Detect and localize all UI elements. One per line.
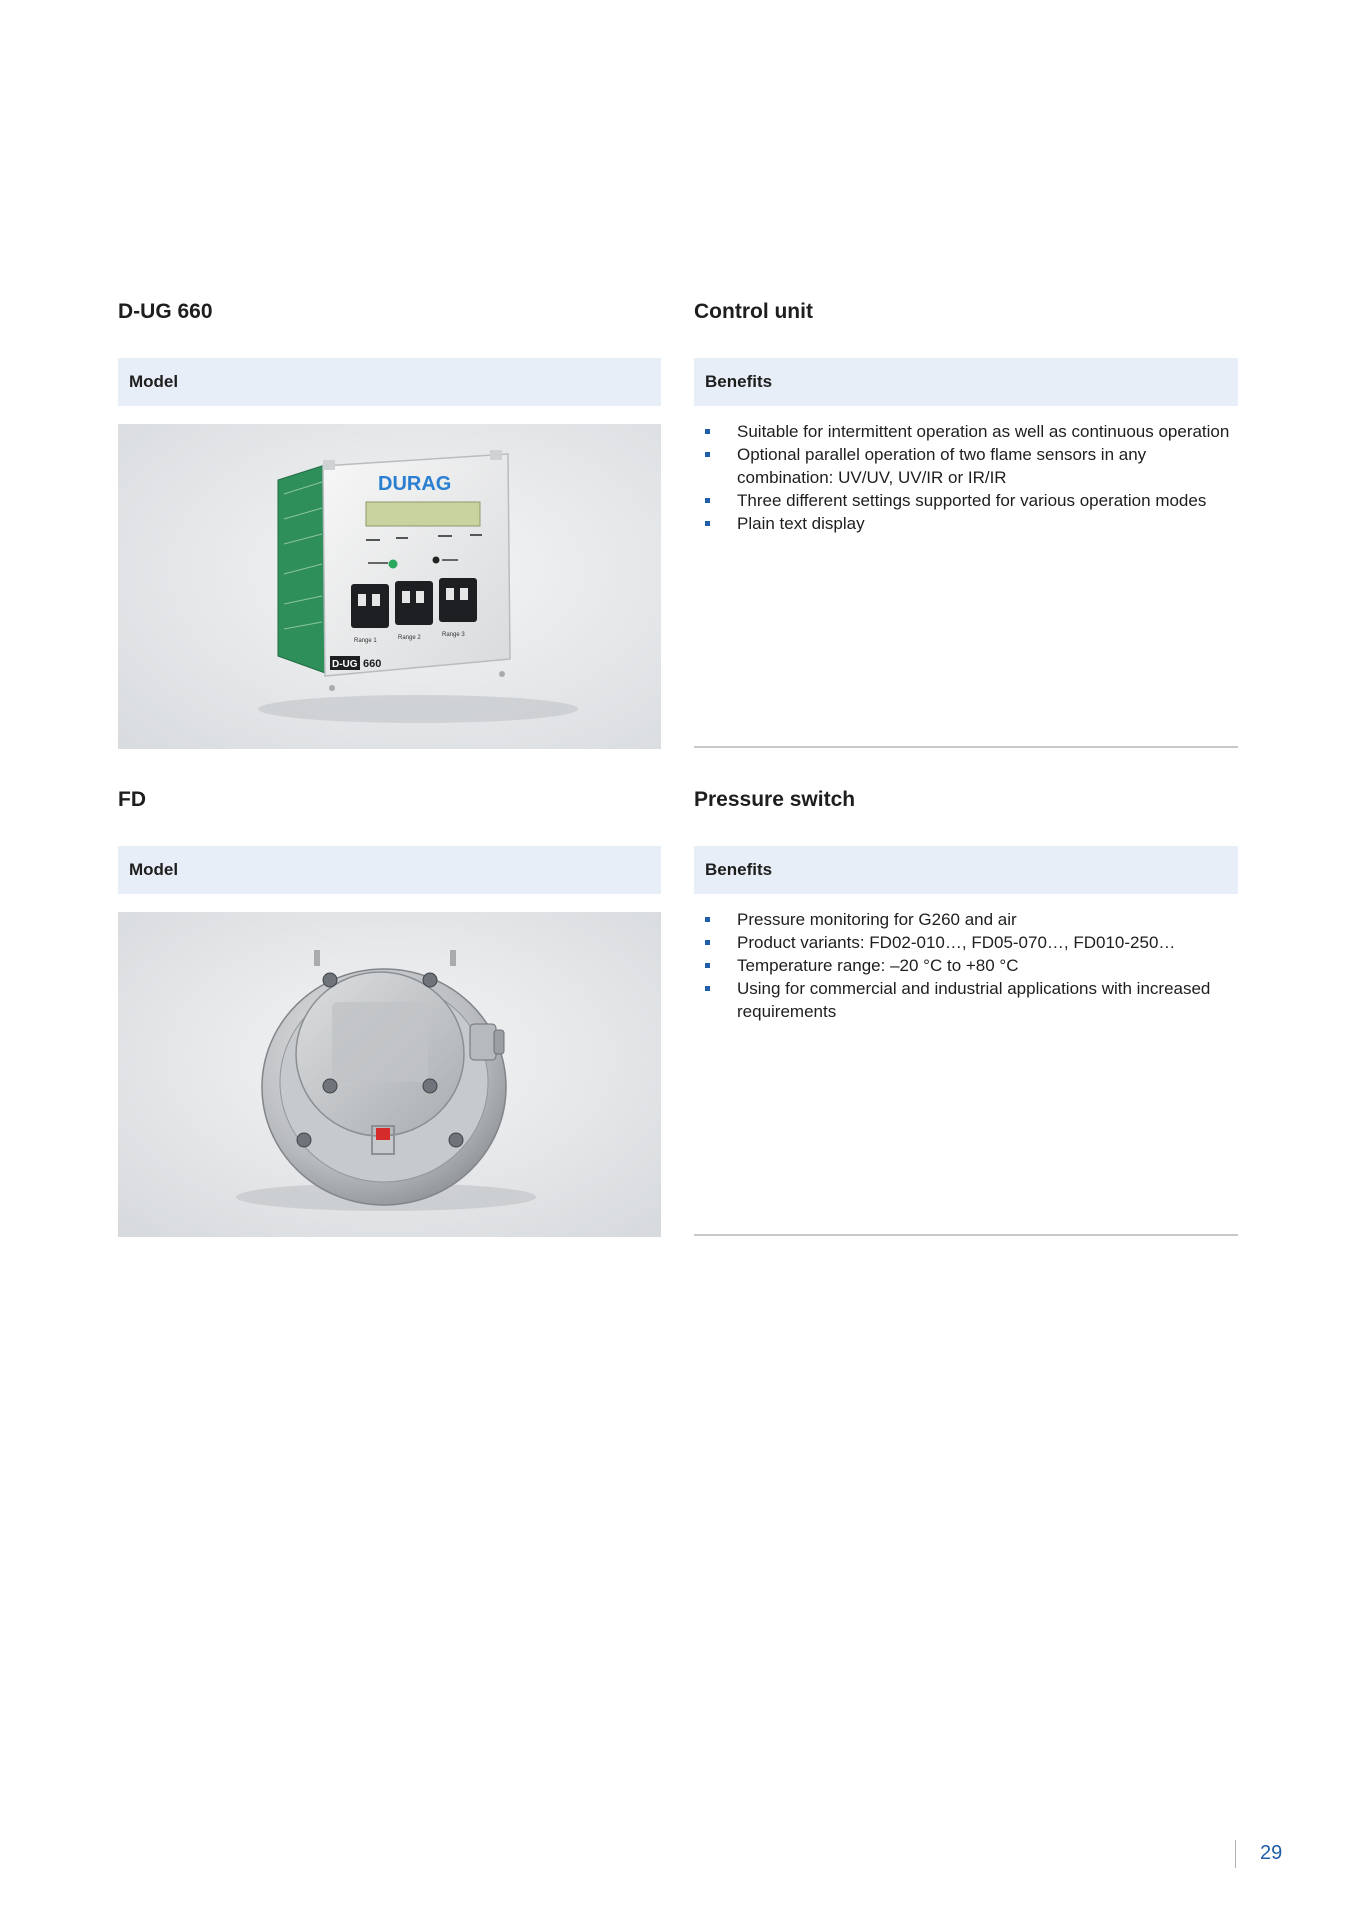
badge-right-label: 660 <box>363 658 382 670</box>
benefits-list <box>694 908 1238 1023</box>
benefit-item: Pressure monitoring for G260 and air <box>694 908 1238 931</box>
model-header-bar: Model <box>118 358 661 406</box>
model-header-bar: Model <box>118 846 661 894</box>
benefits-header-bar: Benefits <box>694 358 1238 406</box>
bullet-icon <box>705 429 710 434</box>
page-number: 29 <box>1260 1842 1283 1864</box>
bullet-icon <box>705 963 710 968</box>
bullet-icon <box>705 521 710 526</box>
section-divider <box>694 746 1238 748</box>
bullet-icon <box>705 498 710 503</box>
benefits-list <box>694 420 1238 535</box>
range-3-label: Range 3 <box>442 632 465 638</box>
bullet-icon <box>705 917 710 922</box>
benefit-item: Plain text display <box>694 512 1238 535</box>
section-divider <box>694 1234 1238 1236</box>
durag-logo: DURAG <box>378 473 452 495</box>
benefit-item: Temperature range: –20 °C to +80 °C <box>694 954 1238 977</box>
product-category: Pressure switch <box>694 788 856 811</box>
bullet-icon <box>705 452 710 457</box>
page-number-separator <box>1235 1840 1236 1868</box>
range-1-label: Range 1 <box>354 638 377 644</box>
benefit-item: Product variants: FD02-010…, FD05-070…, FD010-250… <box>694 931 1238 954</box>
badge-left-label: D-UG <box>332 659 358 670</box>
range-2-label: Range 2 <box>398 635 421 641</box>
benefit-item: Suitable for intermittent operation as well as continuous operation <box>694 420 1238 443</box>
product-photo-pressure-switch <box>118 912 661 1237</box>
product-category: Control unit <box>694 300 813 323</box>
benefit-item: Optional parallel operation of two flame sensors in any combination: UV/UV, UV/IR or IR/IR <box>694 443 1238 489</box>
benefits-header-bar: Benefits <box>694 846 1238 894</box>
bullet-icon <box>705 986 710 991</box>
benefit-item: Using for commercial and industrial applications with increased requirements <box>694 977 1238 1023</box>
model-name: D-UG 660 <box>118 300 213 323</box>
model-name: FD <box>118 788 146 811</box>
bullet-icon <box>705 940 710 945</box>
product-photo-control-unit <box>118 424 661 749</box>
benefit-item: Three different settings supported for various operation modes <box>694 489 1238 512</box>
